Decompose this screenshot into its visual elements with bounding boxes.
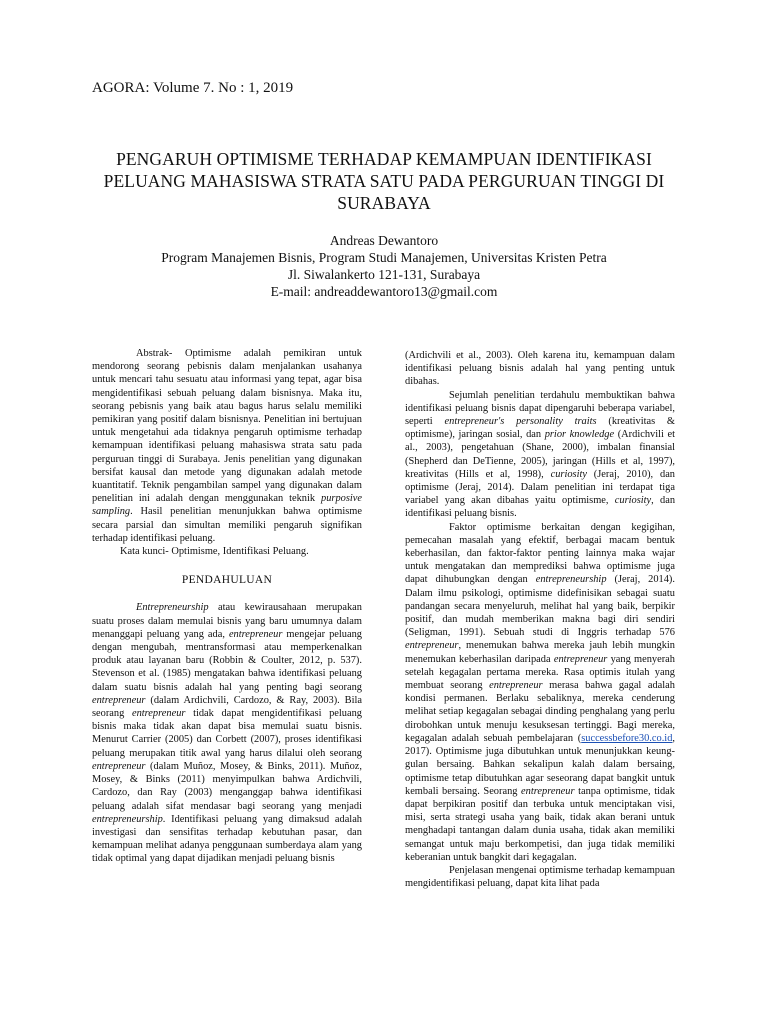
body-text: merasa bahwa gagal adalah kondisi permanen. Berlaku sebaliknya, mereka cenderung melihat setiap kegagalan sebagai dinding penghalang yang perlu dirobohkan untuk menuju kesuksesan tertinggi. Bagi mereka, kegagalan adalah sebuah pembelajaran (: [405, 680, 675, 744]
body-text: yang menyerah setelah kegagalan pertama mereka. Rasa optimis itulah yang membuat seorang: [405, 653, 675, 692]
explanation-paragraph: Penjelasan mengenai optimisme terhadap kemampuan mengidentifikasi peluang, dapat kita lihat pada: [405, 864, 675, 890]
italic-term: entrepreneur: [489, 680, 543, 692]
italic-term: entrepreneur's personality traits: [444, 416, 597, 428]
body-text: tidak dapat mengidentifikasi peluang bisnis maka tidak akan dapat bisa memulai suatu bisnis. Menurut Carrier (2005) dan Corbett (2007), proses identifikasi peluang merupakan titik awal yang harus dilalui oleh seorang: [92, 708, 362, 759]
literature-paragraph: [405, 389, 675, 521]
body-text: Sejumlah penelitian terdahulu membuktikan bahwa identifikasi peluang bisnis dapat dipengaruhi beberapa variabel, seperti: [405, 389, 675, 428]
italic-term: entrepreneurship: [92, 813, 163, 825]
italic-term: entrepreneur: [131, 708, 186, 720]
intro-paragraph: [92, 601, 362, 865]
body-text: (dalam Ardichvili, Cardozo, & Ray, 2003). Bila seorang: [92, 694, 362, 720]
body-text: tanpa optimisme, tidak dapat berpikiran positif dan terbuka untuk menciptakan visi, misi, serta strategi usaha yang baik, tidak akan berani untuk menghadapi tantangan dalam dunia usaha, tidak akan memiliki semangat untuk maju berkompetisi, dan juga tidak memiliki keberanian untuk bangkit dari kegagalan.: [405, 785, 675, 863]
body-text: atau kewirausahaan merupakan suatu proses dalam memulai bisnis yang baru umumnya dalam menanggapi peluang yang ada,: [92, 602, 362, 640]
italic-term: entrepreneur: [92, 694, 146, 706]
abstract-italic-term: purposive sampling: [92, 493, 362, 518]
journal-header: AGORA: Volume 7. No : 1, 2019: [92, 80, 294, 96]
keywords: Kata kunci- Optimisme, Identifikasi Peluang.: [120, 546, 309, 558]
abstract-text-2: . Hasil penelitian menunjukkan bahwa optimisme secara parsial dan simultan memiliki pengaruh signifikan terhadap identifikasi peluang.: [92, 506, 362, 544]
body-text: (Jeraj, 2014). Dalam ilmu psikologi, optimisme didefinisikan sebagai suatu pandangan secara menyeluruh, melihat hal yang baik, berpikir positif, dan mudah memberikan makna bagi diri sendiri (Seligman, 1991). Sebuah studi di Inggris terhadap 576: [405, 574, 675, 639]
author-name: Andreas Dewantoro: [329, 233, 439, 248]
body-text: , dan identifikasi peluang bisnis.: [405, 495, 676, 520]
left-column: [92, 347, 362, 866]
body-text: (Ardichvili et al., 2003), pengetahuan (Shane, 2000), imbalan finansial (Shepherd dan DeTienne, 2005), jaringan (Hills et al, 1997), kreativitas (Hills et al, 1998),: [405, 429, 675, 480]
body-text: (kreativitas & optimisme), jaringan sosial, dan: [405, 416, 676, 441]
body-text: , menemukan bahwa mereka jauh lebih mungkin menemukan keberhasilan daripada: [405, 640, 675, 665]
italic-term: curiosity: [614, 495, 652, 507]
paper-title: [60, 148, 708, 214]
title-line-2: PELUANG MAHASISWA STRATA SATU PADA PERGURUAN TINGGI DI: [103, 171, 665, 191]
italic-term: entrepreneur: [92, 760, 146, 772]
title-line-1: PENGARUH OPTIMISME TERHADAP KEMAMPUAN IDENTIFIKASI: [116, 149, 652, 169]
body-text: . Identifikasi peluang yang dimaksud adalah investigasi dan sensifitas terhadap kebutuhan pasar, dan kemampuan melihat adanya penggunaan sumberdaya alam yang tidak optimal yang dapat dijadikan menjadi peluang bisnis: [92, 813, 362, 865]
body-text: (dalam Muñoz, Mosey, & Binks, 2011). Muñoz, Mosey, & Binks (2011) menyimpulkan bahwa Ardichvili, Cardozo, dan Ray (2003) menganggap bahwa identifikasi peluang adalah sifat mendasar bagi seorang yang menjadi: [92, 760, 362, 812]
author-address: Jl. Siwalankerto 121-131, Surabaya: [287, 267, 481, 282]
continued-paragraph: (Ardichvili et al., 2003). Oleh karena itu, kemampuan dalam identifikasi peluang bisnis adalah hal yang penting untuk dibahas.: [405, 350, 675, 388]
author-affiliation: Program Manajemen Bisnis, Program Studi Manajemen, Universitas Kristen Petra: [161, 250, 607, 265]
italic-term: Entrepreneurship: [136, 602, 209, 614]
author-block: [0, 232, 768, 300]
italic-term: entrepreneur: [405, 640, 459, 652]
body-text: mengejar peluang dengan mengubah, mentransformasi atau memperkenalkan produk atau layanan baru (Robbin & Coulter, 2012, p. 537). Stevenson et al. (1985) mengatakan bahwa identifikasi peluang dalam suatu bisnis adalah hal yang penting bagi seorang: [92, 628, 362, 693]
body-text: , 2017). Optimisme juga dibutuhkan untuk menunjukkan keunggulan bersaing. Bahkan sekalipun kalah dalam bersaing, optimisme tetap dibutuhkan agar seseorang dapat bangkit untuk kembali bersaing. Seorang: [405, 732, 675, 797]
right-column: [405, 349, 675, 890]
author-email: E-mail: andreaddewantoro13@gmail.com: [270, 284, 498, 299]
title-line-3: SURABAYA: [337, 193, 431, 213]
italic-term: prior knowledge: [544, 429, 615, 441]
section-heading: PENDAHULUAN: [181, 574, 273, 587]
italic-term: entrepreneurship: [535, 574, 607, 586]
body-text: (Jeraj, 2010), dan optimisme (Jeraj, 2014). Dalam penelitian ini terdapat tiga variabel yang akan dibahas yaitu optimisme,: [405, 468, 676, 507]
italic-term: curiosity: [550, 468, 587, 480]
italic-term: entrepreneur: [521, 785, 575, 797]
body-text: Faktor optimisme berkaitan dengan kegigihan, pemecahan masalah yang efektif, berbagai macam bentuk keberhasilan, dan faktor-faktor penting lainnya maka wajar untuk mengatakan dan memprediksi bahwa optimisme juga dapat dihubungkan dengan: [405, 521, 675, 586]
abstract-paragraph: [92, 347, 362, 545]
optimism-paragraph: [405, 521, 675, 864]
reference-link[interactable]: successbefore30.co.id: [581, 732, 673, 744]
italic-term: entrepreneur: [553, 653, 608, 665]
italic-term: entrepreneur: [228, 628, 283, 640]
abstract-text-1: Abstrak- Optimisme adalah pemikiran untuk mendorong seorang pebisnis dalam menjalankan usahanya untuk mencari tahu sesuatu atau informasi yang tepat, agar bisa mengidentifikasi sebuah peluang dalam bisnisnya. Maka itu, seorang pebisnis yang baik atau bagus harus selalu memiliki pemikiran yang positif dalam bisnisnya. Penelitian ini bertujuan untuk mengetahui ada tidaknya pengaruh optimisme terhadap kemampuan identifikasi peluang mahasiswa strata satu pada perguruan tinggi di Surabaya. Jenis penelitian yang digunakan bersifat kausal dan metode yang digunakan adalah metode kuantitatif. Teknik pengambilan sampel yang digunakan dalam penelitian ini adalah dengan menggunakan teknik: [92, 348, 362, 505]
